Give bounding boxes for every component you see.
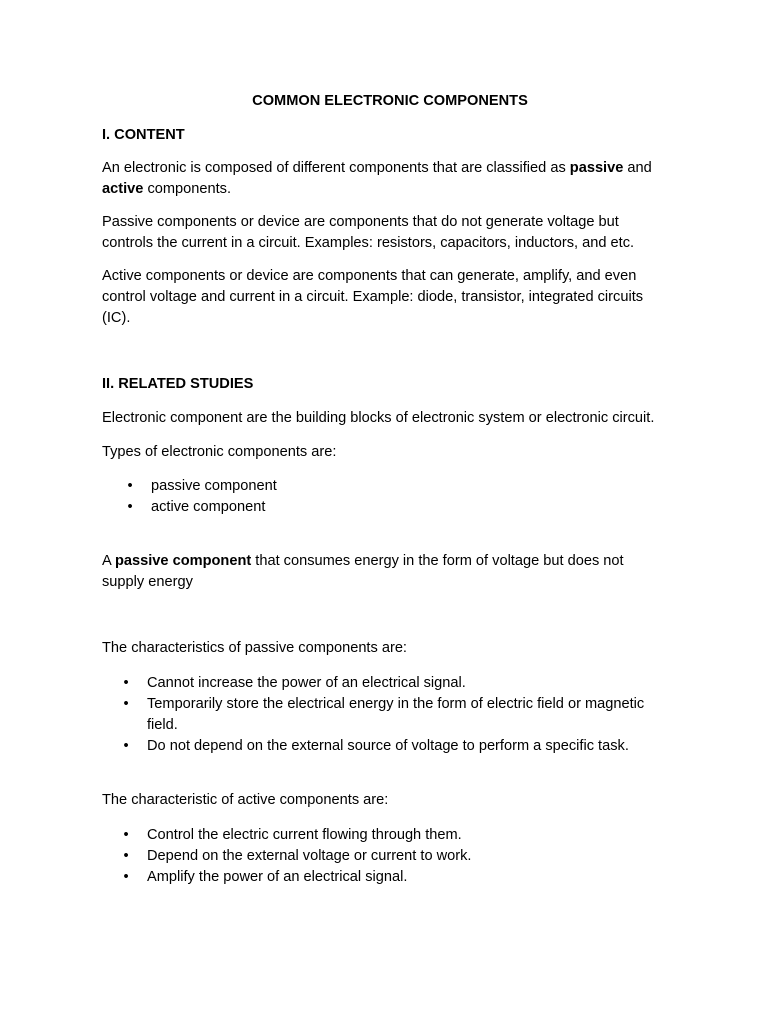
content-paragraph-1-line-2 bbox=[102, 179, 231, 200]
term-active: active bbox=[102, 181, 144, 197]
content-paragraph-2-line-2: controls the current in a circuit. Examples: resistors, capacitors, inductors, and etc. bbox=[102, 235, 635, 251]
term-passive: passive bbox=[569, 160, 624, 176]
list-item-type-passive: passive component bbox=[151, 478, 277, 494]
bullet-marker: • bbox=[123, 869, 129, 885]
bullet-marker: • bbox=[123, 675, 129, 691]
list-item-passive-char-2-line-1: Temporarily store the electrical energy in the form of electric field or magnetic bbox=[147, 696, 645, 712]
text-run: A bbox=[102, 553, 115, 569]
content-paragraph-3-line-3: (IC). bbox=[102, 310, 131, 326]
list-item-active-char-3: Amplify the power of an electrical signal. bbox=[147, 869, 408, 885]
active-characteristics-intro: The characteristic of active components are: bbox=[102, 792, 389, 808]
list-item-passive-char-1: Cannot increase the power of an electrical signal. bbox=[147, 675, 466, 691]
bullet-marker: • bbox=[123, 738, 129, 754]
list-item-passive-char-3: Do not depend on the external source of voltage to perform a specific task. bbox=[147, 738, 629, 754]
list-item-active-char-2: Depend on the external voltage or current to work. bbox=[147, 848, 472, 864]
text-run: An electronic is composed of different components that are classified as bbox=[102, 160, 570, 176]
related-paragraph-1: Electronic component are the building blocks of electronic system or electronic circuit. bbox=[102, 410, 655, 426]
bullet-marker: • bbox=[127, 478, 133, 494]
content-paragraph-3-line-2: control voltage and current in a circuit. Example: diode, transistor, integrated circuits bbox=[102, 289, 644, 305]
content-paragraph-2-line-1: Passive components or device are components that do not generate voltage but bbox=[102, 214, 619, 230]
section-heading-related-studies: II. RELATED STUDIES bbox=[102, 376, 254, 392]
content-paragraph-3-line-1: Active components or device are components that can generate, amplify, and even bbox=[102, 268, 637, 284]
text-run: that consumes energy in the form of voltage but does not bbox=[251, 553, 624, 569]
document-title: COMMON ELECTRONIC COMPONENTS bbox=[252, 93, 528, 109]
section-heading-content: I. CONTENT bbox=[102, 127, 185, 143]
text-run: components. bbox=[143, 181, 232, 197]
text-run: and bbox=[623, 160, 652, 176]
list-item-active-char-1: Control the electric current flowing through them. bbox=[147, 827, 462, 843]
list-item-passive-char-2-line-2: field. bbox=[147, 717, 178, 733]
passive-characteristics-intro: The characteristics of passive components are: bbox=[102, 640, 407, 656]
content-paragraph-1-line-1 bbox=[102, 158, 652, 179]
term-passive-component: passive component bbox=[114, 553, 252, 569]
types-intro: Types of electronic components are: bbox=[102, 444, 337, 460]
bullet-marker: • bbox=[123, 696, 129, 712]
bullet-marker: • bbox=[123, 848, 129, 864]
bullet-marker: • bbox=[127, 499, 133, 515]
list-item-type-active: active component bbox=[151, 499, 266, 515]
passive-definition-line-1 bbox=[102, 551, 624, 572]
bullet-marker: • bbox=[123, 827, 129, 843]
passive-definition-line-2: supply energy bbox=[102, 574, 193, 590]
